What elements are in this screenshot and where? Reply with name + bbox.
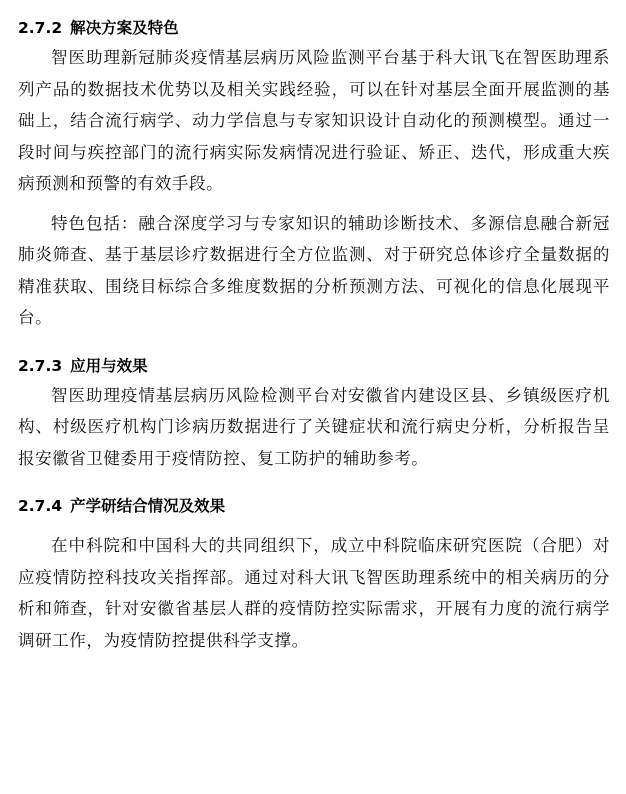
body-paragraph: 在中科院和中国科大的共同组织下，成立中科院临床研究医院（合肥）对应疫情防控科技攻关指挥部。通过对科大讯飞智医助理系统中的相关病历的分析和筛查，针对安徽省基层人群的疫情防控实际需求，开展有力度的流行病学调研工作，为疫情防控提供科学支撑。 bbox=[18, 536, 610, 650]
section-number: 2.7.3 bbox=[18, 356, 63, 375]
body-paragraph: 智医助理疫情基层病历风险检测平台对安徽省内建设区县、乡镇级医疗机构、村级医疗机构门诊病历数据进行了关键症状和流行病史分析，分析报告呈报安徽省卫健委用于疫情防控、复工防护的辅助参考。 bbox=[18, 385, 610, 468]
body-paragraph: 特色包括：融合深度学习与专家知识的辅助诊断技术、多源信息融合新冠肺炎筛查、基于基层诊疗数据进行全方位监测、对于研究总体诊疗全量数据的精准获取、围绕目标综合多维度数据的分析预测方法、可视化的信息化展现平台。 bbox=[18, 213, 610, 327]
section-heading bbox=[18, 352, 610, 380]
section-heading bbox=[18, 14, 610, 42]
section-title: 应用与效果 bbox=[70, 356, 148, 375]
section-title: 解决方案及特色 bbox=[70, 19, 179, 37]
section-number: 2.7.2 bbox=[18, 19, 63, 37]
section-2-7-4 bbox=[18, 492, 610, 656]
section-2-7-2 bbox=[18, 14, 610, 334]
body-paragraph: 智医助理新冠肺炎疫情基层病历风险监测平台基于科大讯飞在智医助理系列产品的数据技术优势以及相关实践经验，可以在针对基层全面开展监测的基础上，结合流行病学、动力学信息与专家知识设计自动化的预测模型。通过一段时间与疾控部门的流行病实际发病情况进行验证、矫正、迭代，形成重大疾病预测和预警的有效手段。 bbox=[18, 48, 610, 193]
section-number: 2.7.4 bbox=[18, 497, 63, 515]
section-title: 产学研结合情况及效果 bbox=[70, 497, 226, 515]
section-2-7-3 bbox=[18, 352, 610, 475]
section-heading bbox=[18, 492, 610, 520]
